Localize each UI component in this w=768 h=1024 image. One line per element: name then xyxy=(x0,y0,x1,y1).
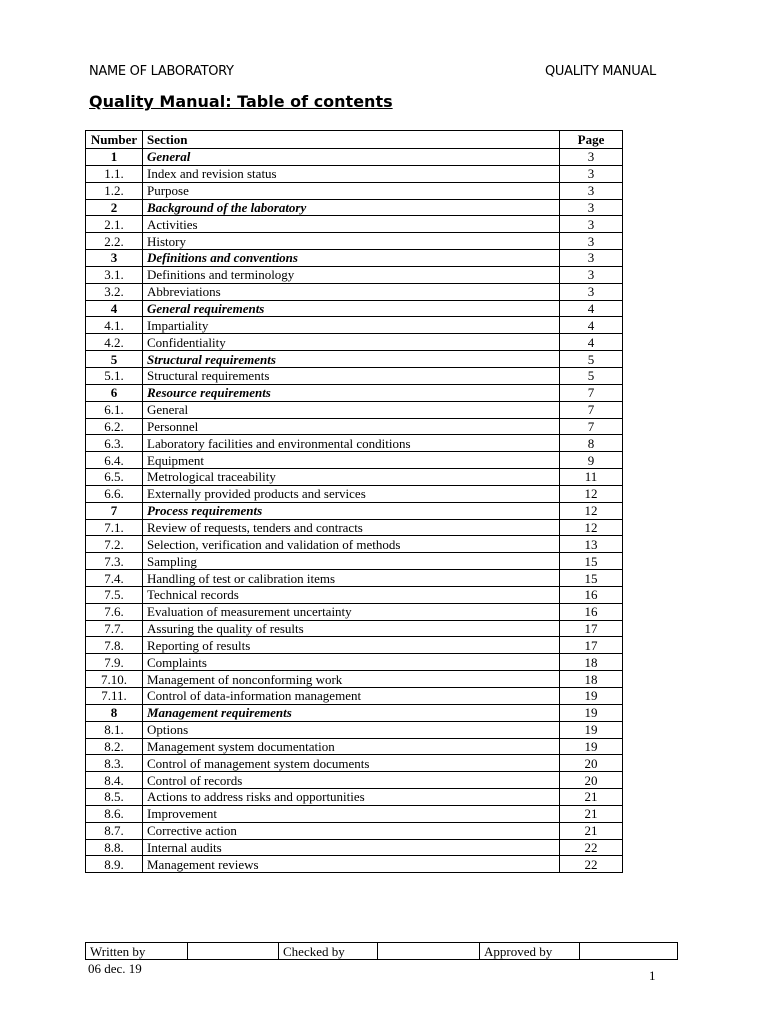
checked-by-value xyxy=(378,943,480,960)
document-date: 06 dec. 19 xyxy=(88,961,142,976)
section-title: Control of data-information management xyxy=(143,688,560,705)
table-row xyxy=(86,485,623,502)
document-type-header: QUALITY MANUAL xyxy=(544,64,656,79)
section-title: General xyxy=(143,401,560,418)
section-title: Options xyxy=(143,721,560,738)
toc-header-row xyxy=(86,131,623,149)
section-page: 16 xyxy=(560,586,623,603)
section-page: 3 xyxy=(560,199,623,216)
section-number: 5.1. xyxy=(86,367,143,384)
section-page: 4 xyxy=(560,300,623,317)
table-row xyxy=(86,839,623,856)
section-number: 2 xyxy=(86,199,143,216)
approved-by-label: Approved by xyxy=(480,943,580,960)
section-page: 17 xyxy=(560,637,623,654)
section-page: 18 xyxy=(560,654,623,671)
section-number: 1.2. xyxy=(86,182,143,199)
table-row xyxy=(86,452,623,469)
section-page: 12 xyxy=(560,519,623,536)
section-page: 19 xyxy=(560,688,623,705)
section-number: 6.3. xyxy=(86,435,143,452)
section-page: 5 xyxy=(560,351,623,368)
table-row xyxy=(86,418,623,435)
section-page: 12 xyxy=(560,502,623,519)
section-title: Control of records xyxy=(143,772,560,789)
section-page: 21 xyxy=(560,789,623,806)
section-number: 6.1. xyxy=(86,401,143,418)
toc-body xyxy=(86,149,623,873)
section-title: Complaints xyxy=(143,654,560,671)
section-number: 8 xyxy=(86,704,143,721)
section-number: 4.2. xyxy=(86,334,143,351)
table-row xyxy=(86,620,623,637)
table-row xyxy=(86,721,623,738)
section-number: 2.2. xyxy=(86,233,143,250)
section-title: Management requirements xyxy=(143,704,560,721)
written-by-label: Written by xyxy=(86,943,188,960)
section-page: 3 xyxy=(560,266,623,283)
section-title: History xyxy=(143,233,560,250)
table-row xyxy=(86,334,623,351)
section-title: Management of nonconforming work xyxy=(143,671,560,688)
section-title: Index and revision status xyxy=(143,165,560,182)
section-number: 6 xyxy=(86,384,143,401)
section-title: Assuring the quality of results xyxy=(143,620,560,637)
section-page: 22 xyxy=(560,856,623,873)
section-number: 7.7. xyxy=(86,620,143,637)
section-title: Resource requirements xyxy=(143,384,560,401)
section-title: Actions to address risks and opportunities xyxy=(143,789,560,806)
table-row xyxy=(86,165,623,182)
section-title: Control of management system documents xyxy=(143,755,560,772)
section-title: Structural requirements xyxy=(143,351,560,368)
section-number: 3.1. xyxy=(86,266,143,283)
section-number: 6.5. xyxy=(86,469,143,486)
section-number: 3 xyxy=(86,250,143,267)
section-page: 3 xyxy=(560,250,623,267)
section-number: 7 xyxy=(86,502,143,519)
section-page: 15 xyxy=(560,553,623,570)
table-row xyxy=(86,233,623,250)
section-title: Process requirements xyxy=(143,502,560,519)
section-number: 7.5. xyxy=(86,586,143,603)
section-title: Metrological traceability xyxy=(143,469,560,486)
column-header-section: Section xyxy=(143,131,560,149)
table-row xyxy=(86,586,623,603)
table-row xyxy=(86,469,623,486)
table-row xyxy=(86,149,623,166)
table-row xyxy=(86,671,623,688)
table-row xyxy=(86,216,623,233)
section-number: 2.1. xyxy=(86,216,143,233)
section-title: Laboratory facilities and environmental conditions xyxy=(143,435,560,452)
signoff-row xyxy=(86,943,678,960)
table-row xyxy=(86,384,623,401)
table-row xyxy=(86,250,623,267)
table-row xyxy=(86,502,623,519)
table-row xyxy=(86,536,623,553)
section-number: 6.4. xyxy=(86,452,143,469)
section-title: Externally provided products and services xyxy=(143,485,560,502)
table-of-contents xyxy=(85,130,623,873)
section-page: 9 xyxy=(560,452,623,469)
section-page: 3 xyxy=(560,165,623,182)
table-row xyxy=(86,367,623,384)
section-title: Corrective action xyxy=(143,822,560,839)
column-header-page: Page xyxy=(560,131,623,149)
section-page: 17 xyxy=(560,620,623,637)
section-page: 3 xyxy=(560,216,623,233)
section-number: 7.3. xyxy=(86,553,143,570)
table-row xyxy=(86,199,623,216)
section-page: 12 xyxy=(560,485,623,502)
table-row xyxy=(86,182,623,199)
section-page: 5 xyxy=(560,367,623,384)
section-page: 3 xyxy=(560,149,623,166)
section-title: Management system documentation xyxy=(143,738,560,755)
section-number: 8.1. xyxy=(86,721,143,738)
table-row xyxy=(86,822,623,839)
section-number: 8.8. xyxy=(86,839,143,856)
section-number: 8.2. xyxy=(86,738,143,755)
table-row xyxy=(86,738,623,755)
section-page: 7 xyxy=(560,384,623,401)
section-page: 20 xyxy=(560,772,623,789)
section-number: 8.5. xyxy=(86,789,143,806)
table-row xyxy=(86,570,623,587)
section-number: 7.4. xyxy=(86,570,143,587)
section-page: 8 xyxy=(560,435,623,452)
lab-name-header: NAME OF LABORATORY xyxy=(89,64,234,79)
section-title: Selection, verification and validation of methods xyxy=(143,536,560,553)
section-number: 8.6. xyxy=(86,805,143,822)
section-page: 4 xyxy=(560,317,623,334)
table-row xyxy=(86,266,623,283)
section-page: 15 xyxy=(560,570,623,587)
section-title: Background of the laboratory xyxy=(143,199,560,216)
approved-by-value xyxy=(580,943,678,960)
section-number: 6.6. xyxy=(86,485,143,502)
section-page: 22 xyxy=(560,839,623,856)
section-number: 7.8. xyxy=(86,637,143,654)
table-row xyxy=(86,654,623,671)
section-title: Activities xyxy=(143,216,560,233)
table-row xyxy=(86,805,623,822)
written-by-value xyxy=(188,943,279,960)
section-number: 7.1. xyxy=(86,519,143,536)
section-title: Confidentiality xyxy=(143,334,560,351)
section-title: Technical records xyxy=(143,586,560,603)
table-row xyxy=(86,603,623,620)
section-page: 21 xyxy=(560,822,623,839)
section-title: Equipment xyxy=(143,452,560,469)
section-page: 13 xyxy=(560,536,623,553)
section-number: 6.2. xyxy=(86,418,143,435)
table-row xyxy=(86,317,623,334)
table-row xyxy=(86,688,623,705)
section-number: 7.6. xyxy=(86,603,143,620)
page-number: 1 xyxy=(649,968,656,983)
section-title: Handling of test or calibration items xyxy=(143,570,560,587)
section-title: Review of requests, tenders and contracts xyxy=(143,519,560,536)
section-page: 4 xyxy=(560,334,623,351)
table-row xyxy=(86,300,623,317)
section-title: Internal audits xyxy=(143,839,560,856)
section-page: 21 xyxy=(560,805,623,822)
section-title: Purpose xyxy=(143,182,560,199)
checked-by-label: Checked by xyxy=(279,943,378,960)
section-page: 19 xyxy=(560,704,623,721)
section-title: Impartiality xyxy=(143,317,560,334)
table-row xyxy=(86,283,623,300)
section-title: General xyxy=(143,149,560,166)
section-title: Reporting of results xyxy=(143,637,560,654)
table-row xyxy=(86,704,623,721)
section-number: 8.3. xyxy=(86,755,143,772)
section-page: 3 xyxy=(560,283,623,300)
section-number: 8.7. xyxy=(86,822,143,839)
section-number: 7.10. xyxy=(86,671,143,688)
section-number: 7.11. xyxy=(86,688,143,705)
section-number: 5 xyxy=(86,351,143,368)
section-page: 20 xyxy=(560,755,623,772)
table-row xyxy=(86,401,623,418)
section-number: 7.9. xyxy=(86,654,143,671)
section-title: Evaluation of measurement uncertainty xyxy=(143,603,560,620)
table-row xyxy=(86,755,623,772)
section-page: 7 xyxy=(560,418,623,435)
section-title: Sampling xyxy=(143,553,560,570)
section-title: Personnel xyxy=(143,418,560,435)
section-page: 3 xyxy=(560,182,623,199)
section-title: Improvement xyxy=(143,805,560,822)
section-page: 18 xyxy=(560,671,623,688)
section-number: 4 xyxy=(86,300,143,317)
table-row xyxy=(86,519,623,536)
table-row xyxy=(86,435,623,452)
section-page: 11 xyxy=(560,469,623,486)
section-page: 16 xyxy=(560,603,623,620)
section-number: 8.9. xyxy=(86,856,143,873)
table-row xyxy=(86,772,623,789)
section-page: 19 xyxy=(560,738,623,755)
table-row xyxy=(86,351,623,368)
table-row xyxy=(86,789,623,806)
column-header-number: Number xyxy=(86,131,143,149)
section-page: 7 xyxy=(560,401,623,418)
section-number: 4.1. xyxy=(86,317,143,334)
section-page: 3 xyxy=(560,233,623,250)
table-row xyxy=(86,553,623,570)
section-number: 1 xyxy=(86,149,143,166)
section-number: 1.1. xyxy=(86,165,143,182)
table-row xyxy=(86,637,623,654)
section-title: Definitions and conventions xyxy=(143,250,560,267)
section-page: 19 xyxy=(560,721,623,738)
signoff-table xyxy=(85,942,678,960)
section-title: General requirements xyxy=(143,300,560,317)
section-number: 3.2. xyxy=(86,283,143,300)
section-number: 7.2. xyxy=(86,536,143,553)
table-row xyxy=(86,856,623,873)
page-title: Quality Manual: Table of contents xyxy=(89,92,393,111)
section-number: 8.4. xyxy=(86,772,143,789)
section-title: Definitions and terminology xyxy=(143,266,560,283)
section-title: Management reviews xyxy=(143,856,560,873)
section-title: Structural requirements xyxy=(143,367,560,384)
section-title: Abbreviations xyxy=(143,283,560,300)
